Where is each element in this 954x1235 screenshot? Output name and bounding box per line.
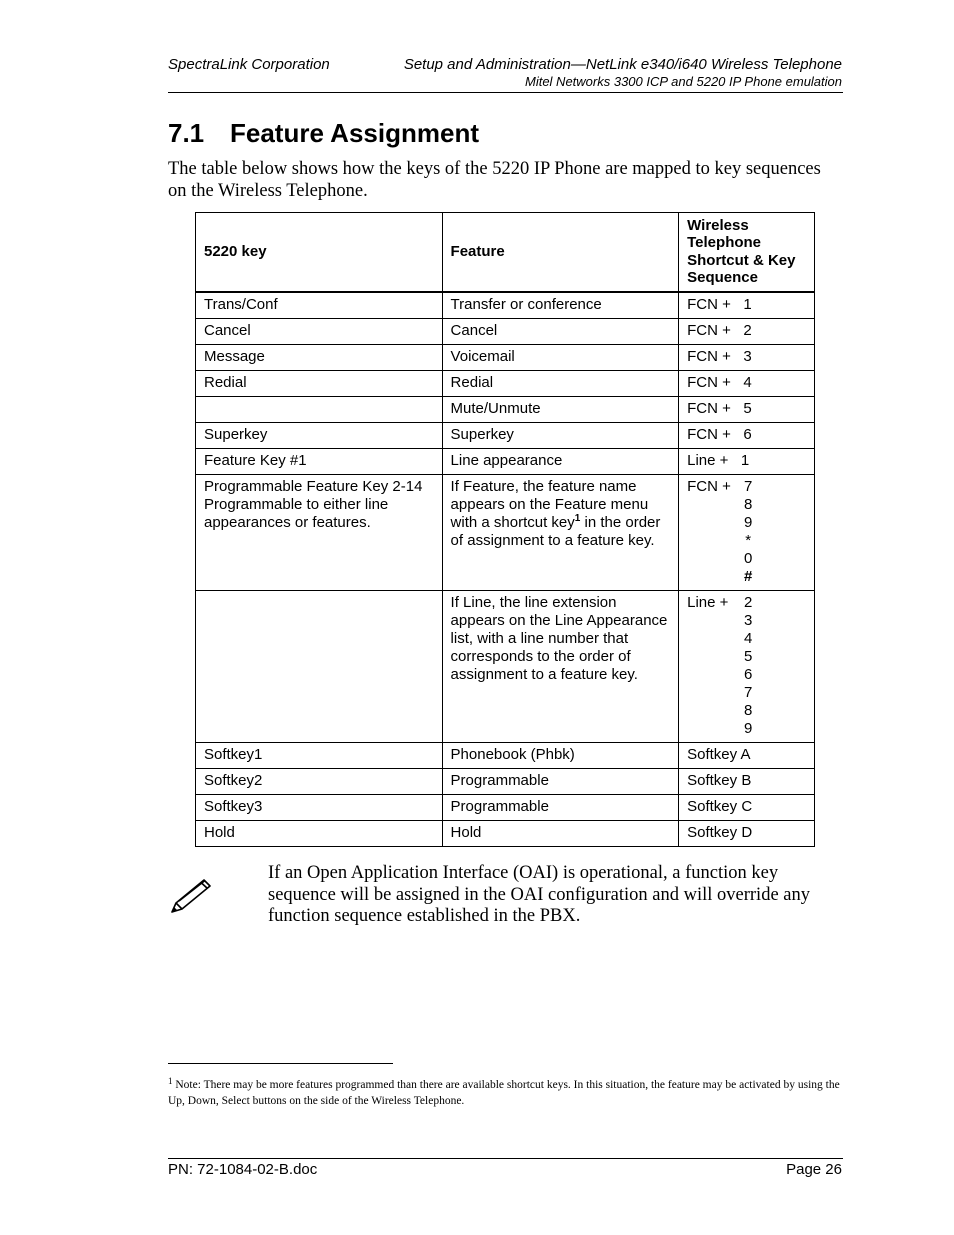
table-row [196,397,815,423]
cell-key: Feature Key #1 [196,449,443,475]
cell-key: Softkey1 [196,743,443,769]
footnote-text: Note: There may be more features programmed than there are available shortcut keys. In this situation, the feature may be activated by using the Up, Down, Select buttons on the side of the Wireless Telephone. [168,1079,840,1107]
footnote-rule [168,1063,393,1064]
cell-sequence: FCN + 2 [679,319,815,345]
sequence-value: 9 [743,514,753,531]
cell-sequence: FCN + 6 [679,423,815,449]
cell-feature: If Line, the line extension appears on the Line Appearance list, with a line number that corresponds to the order of assignment to a feature key. [442,591,679,743]
column-header-feature: Feature [442,213,679,293]
sequence-value: 5 [743,648,753,665]
table-row [196,743,815,769]
footnote-marker: 1 [168,1076,173,1086]
note-text: If an Open Application Interface (OAI) is operational, a function key sequence will be assigned in the OAI configuration and will override any function sequence established in the PBX. [268,863,810,926]
footer-page-number: Page 26 [786,1161,842,1178]
cell-sequence [679,475,815,591]
table-row [196,821,815,847]
cell-sequence: Softkey B [679,769,815,795]
sequence-value: 7 [743,684,753,701]
table-header-row [196,213,815,293]
footer-rule [168,1158,843,1159]
sequence-prefix: Line + [687,594,729,611]
table-row [196,795,815,821]
table-row-line [196,591,815,743]
cell-key [196,397,443,423]
table-row [196,371,815,397]
cell-key: Softkey3 [196,795,443,821]
cell-sequence: Line + 1 [679,449,815,475]
table-row [196,423,815,449]
header-title-line1: Setup and Administration—NetLink e340/i640 Wireless Telephone [403,56,842,73]
table-row [196,449,815,475]
cell-sequence: FCN + 1 [679,292,815,319]
footer-doc-id: PN: 72-1084-02-B.doc [168,1161,318,1178]
key-mapping-table [195,212,815,847]
cell-feature: Redial [442,371,679,397]
cell-feature: Superkey [442,423,679,449]
feature-text-continued: in the order of assignment to a feature key. [450,514,661,549]
header-rule [168,92,843,93]
feature-text: If Feature, the feature name appears on the Feature menu with a shortcut key [450,478,649,531]
cell-key: Softkey2 [196,769,443,795]
sequence-value: 2 [743,594,753,611]
section-number: 7.1 [168,118,205,148]
sequence-value: 8 [743,702,753,719]
cell-key: Hold [196,821,443,847]
sequence-value: 4 [743,630,753,647]
header-title [404,56,842,90]
header-company: SpectraLink Corporation [168,56,330,73]
sequence-value: 6 [743,666,753,683]
table-row [196,319,815,345]
cell-feature: Phonebook (Phbk) [442,743,679,769]
cell-key: Cancel [196,319,443,345]
footnote-reference: 1 [574,513,581,524]
header-title-line2: Mitel Networks 3300 ICP and 5220 IP Phone emulation [525,74,842,89]
pencil-icon [168,876,214,916]
sequence-value: 7 [743,478,753,495]
sequence-value: * [745,532,752,549]
section-title: Feature Assignment [230,118,479,148]
column-header-key: 5220 key [196,213,443,293]
cell-feature: Hold [442,821,679,847]
cell-feature: Cancel [442,319,679,345]
cell-sequence [679,591,815,743]
cell-sequence: Softkey D [679,821,815,847]
section-heading [168,118,479,149]
table-row-programmable [196,475,815,591]
sequence-value: 0 [743,550,753,567]
cell-sequence: FCN + 4 [679,371,815,397]
sequence-value: # [743,568,753,585]
sequence-values [743,478,753,586]
footnote [168,1078,843,1109]
cell-feature: Mute/Unmute [442,397,679,423]
sequence-value: 9 [743,720,753,737]
cell-key: Redial [196,371,443,397]
cell-key [196,591,443,743]
table-row [196,769,815,795]
sequence-value: 3 [743,612,753,629]
cell-key: Programmable Feature Key 2-14 Programmable to either line appearances or features. [196,475,443,591]
cell-sequence: FCN + 5 [679,397,815,423]
table-row [196,292,815,319]
cell-key: Superkey [196,423,443,449]
cell-feature: Programmable [442,769,679,795]
cell-feature [442,475,679,591]
cell-feature: Line appearance [442,449,679,475]
cell-key: Trans/Conf [196,292,443,319]
intro-paragraph: The table below shows how the keys of the 5220 IP Phone are mapped to key sequences on the Wireless Telephone. [168,159,821,201]
cell-feature: Transfer or conference [442,292,679,319]
cell-sequence: FCN + 3 [679,345,815,371]
cell-sequence: Softkey A [679,743,815,769]
table-row [196,345,815,371]
sequence-values [743,594,753,738]
sequence-value: 8 [743,496,753,513]
cell-feature: Voicemail [442,345,679,371]
sequence-prefix: FCN + [687,478,731,495]
cell-sequence: Softkey C [679,795,815,821]
cell-feature: Programmable [442,795,679,821]
column-header-sequence: Wireless Telephone Shortcut & Key Sequence [679,213,815,293]
cell-key: Message [196,345,443,371]
